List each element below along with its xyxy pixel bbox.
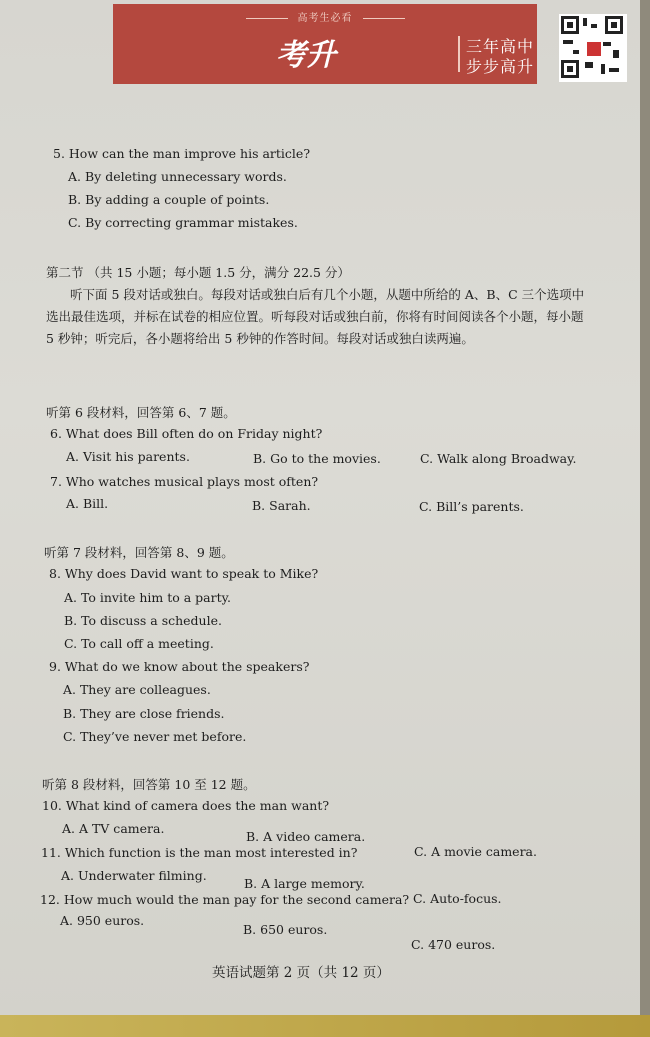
option-12a: A. 950 euros. [60, 913, 145, 928]
option-7b: B. Sarah. [252, 498, 311, 513]
banner-divider [458, 36, 460, 72]
group-6-heading: 听第 6 段材料，回答第 6、7 题。 [46, 405, 236, 420]
desk-edge [0, 1015, 650, 1037]
option-8b: B. To discuss a schedule. [64, 613, 222, 628]
watermark-banner [113, 4, 537, 84]
option-6c: C. Walk along Broadway. [420, 451, 577, 466]
question-6: 6. What does Bill often do on Friday night? [50, 426, 323, 441]
section-2-heading: 第二节 （共 15 小题；每小题 1.5 分，满分 22.5 分） [46, 265, 350, 280]
option-10c: C. A movie camera. [414, 844, 537, 859]
banner-slogan-line1: 三年高中 [466, 37, 535, 56]
option-5c: C. By correcting grammar mistakes. [68, 215, 298, 230]
question-8: 8. Why does David want to speak to Mike? [49, 566, 319, 581]
option-5a: A. By deleting unnecessary words. [68, 169, 287, 184]
section-2-instructions: 听下面 5 段对话或独白。每段对话或独白后有几个小题，从题中所给的 A、B、C 三个选项中选出最佳选项，并标在试卷的相应位置。听每段对话或独白前，你将有时间阅读各个小题，每小题 5 秒钟；听完后，各小题将给出 5 秒钟的作答时间。每段对话或独白读两遍。 [46, 287, 585, 346]
banner-slogan-line2: 步步高升 [466, 57, 535, 76]
banner-logo: 考升 [276, 38, 336, 73]
option-12c: C. 470 euros. [411, 937, 496, 952]
question-11: 11. Which function is the man most interested in? [41, 845, 358, 860]
page-footer: 英语试题第 2 页（共 12 页） [212, 965, 390, 981]
option-6b: B. Go to the movies. [253, 451, 381, 466]
option-9b: B. They are close friends. [63, 706, 225, 721]
question-10: 10. What kind of camera does the man want? [42, 798, 330, 813]
group-8-heading: 听第 8 段材料，回答第 10 至 12 题。 [42, 777, 256, 792]
option-10b: B. A video camera. [246, 829, 366, 844]
option-7a: A. Bill. [66, 496, 109, 511]
option-10a: A. A TV camera. [62, 821, 165, 836]
question-9: 9. What do we know about the speakers? [49, 659, 310, 674]
option-6a: A. Visit his parents. [66, 449, 190, 464]
option-5b: B. By adding a couple of points. [68, 192, 270, 207]
qr-code-icon [559, 14, 627, 82]
option-9a: A. They are colleagues. [63, 682, 211, 697]
question-5: 5. How can the man improve his article? [53, 146, 311, 161]
option-11b: B. A large memory. [244, 876, 365, 891]
qr-center-logo [585, 40, 603, 58]
option-7c: C. Bill’s parents. [419, 499, 524, 514]
question-12: 12. How much would the man pay for the second camera? [40, 892, 410, 907]
group-7-heading: 听第 7 段材料，回答第 8、9 题。 [44, 545, 234, 560]
option-8a: A. To invite him to a party. [64, 590, 231, 605]
question-7: 7. Who watches musical plays most often? [50, 474, 319, 489]
option-11c: C. Auto-focus. [413, 891, 502, 906]
option-8c: C. To call off a meeting. [64, 636, 214, 651]
option-12b: B. 650 euros. [243, 922, 328, 937]
option-11a: A. Underwater filming. [61, 868, 207, 883]
banner-tag: 高考生必看 [113, 9, 537, 24]
option-9c: C. They’ve never met before. [63, 729, 247, 744]
